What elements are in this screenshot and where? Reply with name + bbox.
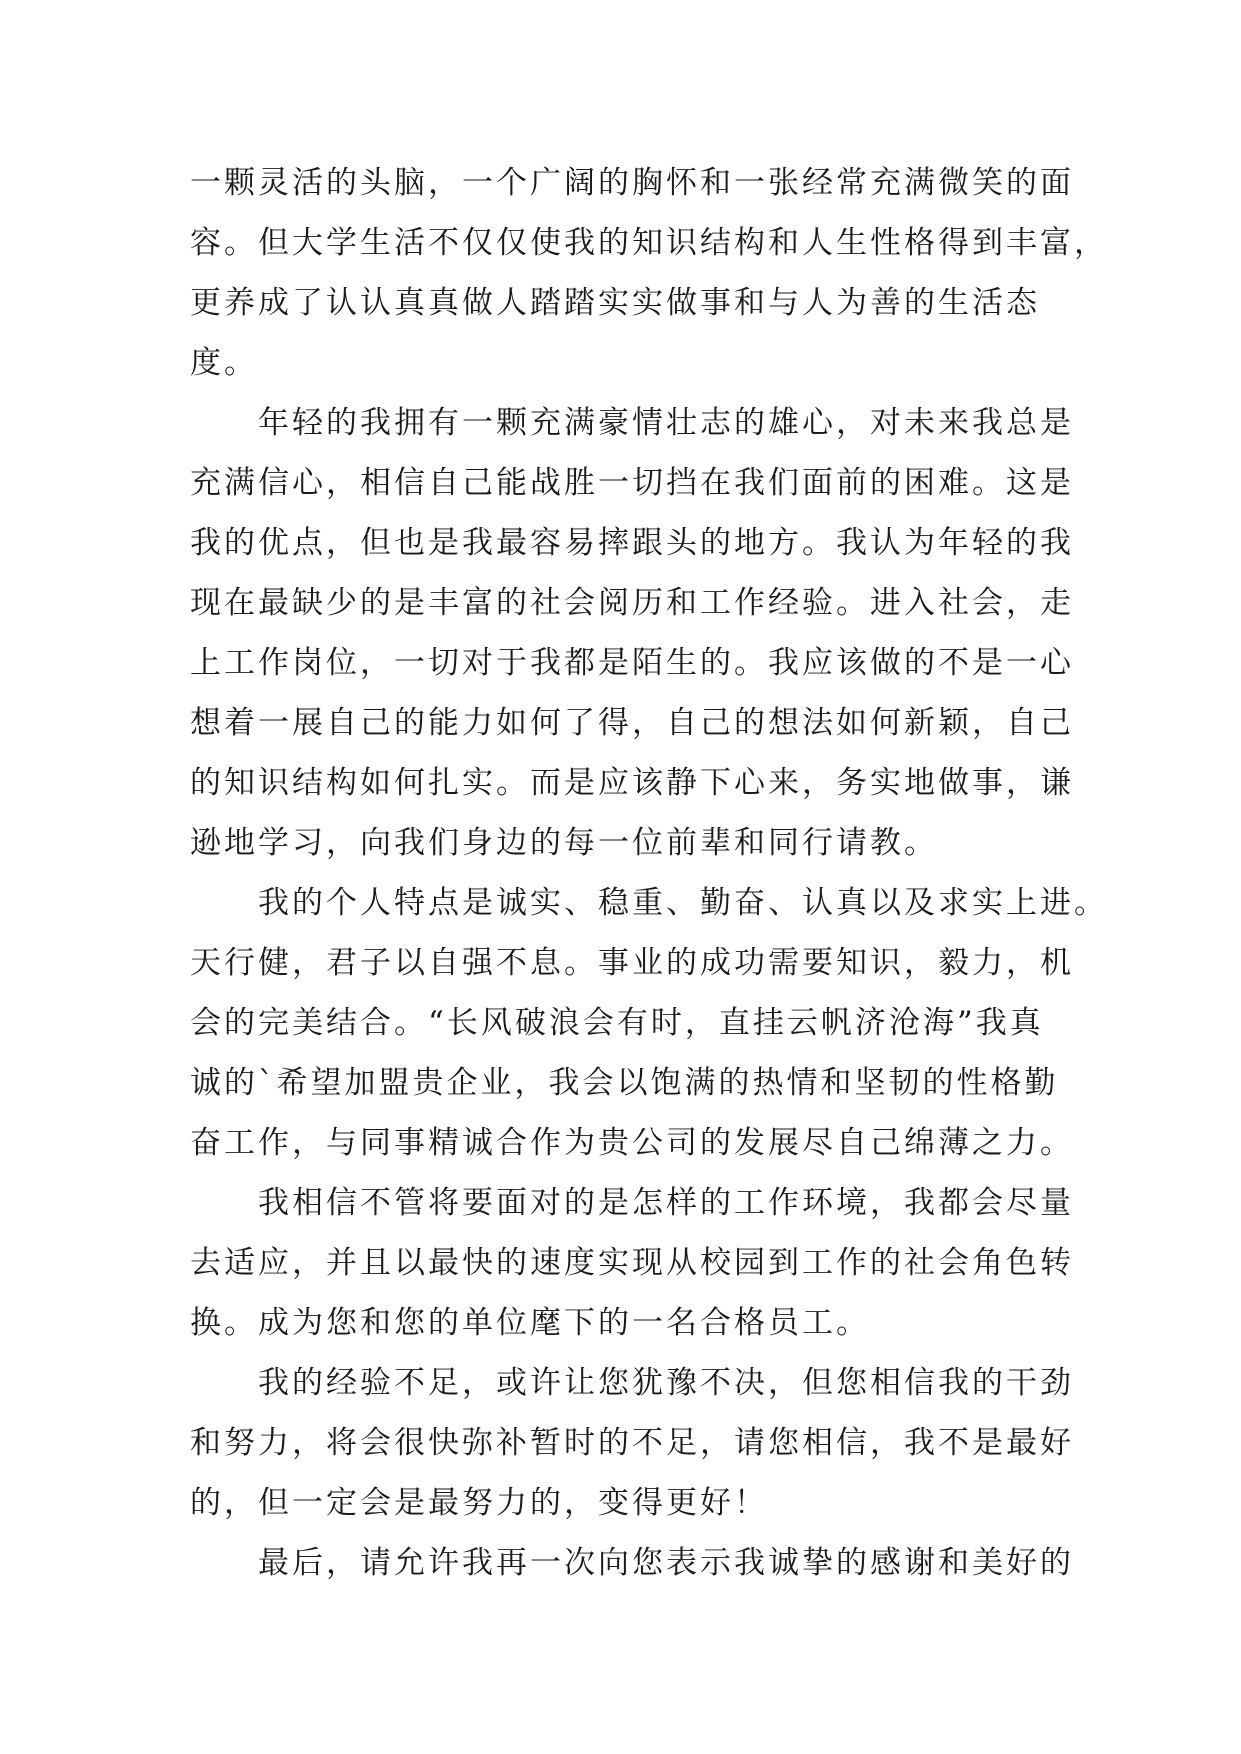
text-line: 容。但大学生活不仅仅使我的知识结构和人生性格得到丰富， (190, 225, 1108, 261)
text-line: 换。成为您和您的单位麾下的一名合格员工。 (190, 1305, 870, 1341)
text-line: 去适应，并且以最快的速度实现从校园到工作的社会角色转 (190, 1245, 1074, 1281)
text-line: 会的完美结合。“长风破浪会有时，直挂云帆济沧海”我真 (190, 1005, 1044, 1041)
paragraph-start-line: 我的经验不足，或许让您犹豫不决，但您相信我的干劲 (258, 1365, 1074, 1401)
text-line: 的，但一定会是最努力的，变得更好！ (190, 1485, 768, 1521)
text-line: 我的优点，但也是我最容易摔跟头的地方。我认为年轻的我 (190, 525, 1074, 561)
text-line: 一颗灵活的头脑，一个广阔的胸怀和一张经常充满微笑的面 (190, 165, 1074, 201)
text-line: 和努力，将会很快弥补暂时的不足，请您相信，我不是最好 (190, 1425, 1074, 1461)
text-line: 逊地学习，向我们身边的每一位前辈和同行请教。 (190, 825, 938, 861)
text-line: 奋工作，与同事精诚合作为贵公司的发展尽自己绵薄之力。 (190, 1125, 1074, 1161)
text-line: 现在最缺少的是丰富的社会阅历和工作经验。进入社会，走 (190, 585, 1074, 621)
paragraph-start-line: 最后，请允许我再一次向您表示我诚挚的感谢和美好的 (258, 1545, 1074, 1581)
body-text (190, 153, 1108, 1593)
text-line: 更养成了认认真真做人踏踏实实做事和与人为善的生活态 (190, 285, 1040, 321)
text-line: 上工作岗位，一切对于我都是陌生的。我应该做的不是一心 (190, 645, 1074, 681)
text-line: 的知识结构如何扎实。而是应该静下心来，务实地做事，谦 (190, 765, 1074, 801)
text-line: 想着一展自己的能力如何了得，自己的想法如何新颖，自己 (190, 705, 1074, 741)
text-line: 充满信心，相信自己能战胜一切挡在我们面前的困难。这是 (190, 465, 1074, 501)
text-line: 天行健，君子以自强不息。事业的成功需要知识，毅力，机 (190, 945, 1074, 981)
text-line: 度。 (190, 345, 258, 381)
text-line: 诚的`希望加盟贵企业，我会以饱满的热情和坚韧的性格勤 (190, 1065, 1059, 1101)
paragraph-start-line: 年轻的我拥有一颗充满豪情壮志的雄心，对未来我总是 (258, 405, 1074, 441)
paragraph-start-line: 我相信不管将要面对的是怎样的工作环境，我都会尽量 (258, 1185, 1074, 1221)
paragraph-start-line: 我的个人特点是诚实、稳重、勤奋、认真以及求实上进。 (258, 885, 1108, 921)
